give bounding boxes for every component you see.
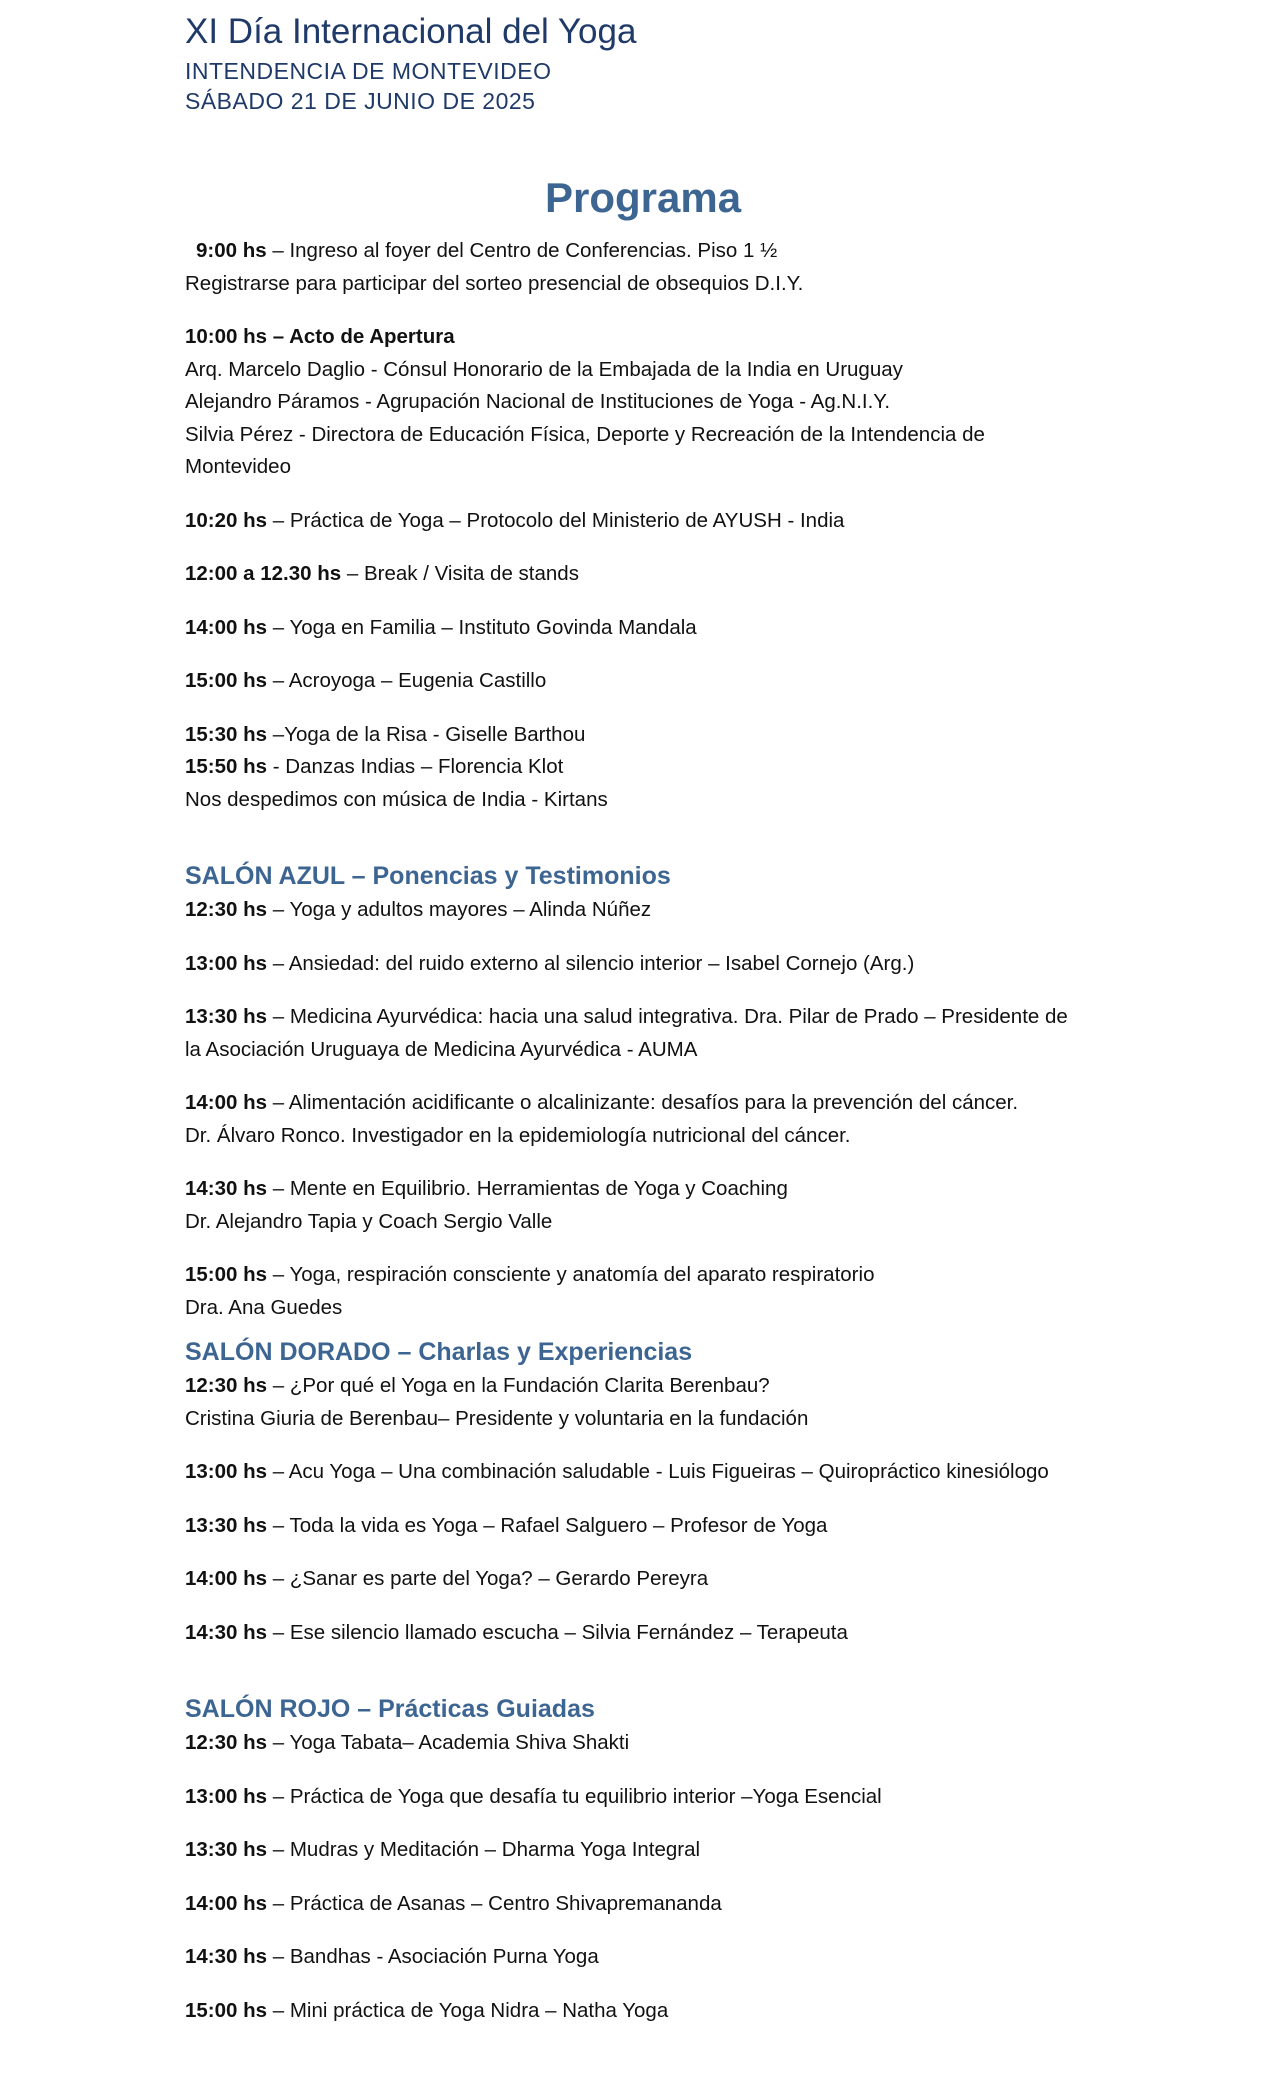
item-text: – ¿Sanar es parte del Yoga? – Gerardo Pereyra	[267, 1567, 709, 1590]
item-text: – Práctica de Yoga – Protocolo del Ministerio de AYUSH - India	[267, 508, 845, 532]
item-text: – Acto de Apertura	[267, 325, 455, 348]
item-text: – Acroyoga – Eugenia Castillo	[267, 669, 547, 692]
item-detail: Nos despedimos con música de India - Kirtans	[185, 787, 608, 811]
item-detail: Arq. Marcelo Daglio - Cónsul Honorario de la Embajada de la India en Uruguay	[185, 357, 903, 381]
item-time: 14:00 hs	[185, 1567, 268, 1590]
item-time: 13:00 hs	[185, 1460, 268, 1483]
item-detail: Cristina Giuria de Berenbau– Presidente y voluntaria en la fundación	[185, 1406, 809, 1430]
program-item	[185, 235, 1145, 300]
item-text: – Medicina Ayurvédica: hacia una salud integrativa. Dra. Pilar de Prado – Presidente de	[267, 1005, 1068, 1028]
item-text: –Yoga de la Risa - Giselle Barthou	[267, 722, 586, 746]
program-item	[185, 1834, 1145, 1867]
item-time: 12:00 a 12.30 hs	[185, 562, 342, 585]
item-text: – Toda la vida es Yoga – Rafael Salguero – Profesor de Yoga	[267, 1513, 828, 1537]
item-time: 13:30 hs	[185, 1838, 268, 1861]
event-date: SÁBADO 21 DE JUNIO DE 2025	[185, 88, 536, 114]
program-item	[185, 894, 1145, 927]
item-time: 13:30 hs	[185, 1005, 268, 1028]
item-detail: Silvia Pérez - Directora de Educación Física, Deporte y Recreación de la Intendencia de	[185, 422, 985, 446]
item-time: 12:30 hs	[185, 1731, 268, 1754]
program-item	[185, 612, 1145, 645]
program-item	[185, 1563, 1145, 1596]
item-time: 14:00 hs	[185, 1091, 268, 1114]
item-time: 14:30 hs	[185, 1177, 268, 1200]
item-text: – Yoga y adultos mayores – Alinda Núñez	[267, 898, 652, 921]
item-text: - Danzas Indias – Florencia Klot	[267, 755, 564, 778]
program-item	[185, 1727, 1145, 1760]
item-time: 13:00 hs	[185, 951, 268, 975]
item-time: 10:00 hs	[185, 325, 268, 348]
item-time: 15:50 hs	[185, 755, 268, 778]
program-item	[185, 1173, 1145, 1238]
program-item	[185, 1617, 1145, 1650]
program-item	[185, 751, 1145, 816]
program-item	[185, 321, 1145, 484]
item-time: 14:30 hs	[185, 1620, 268, 1644]
section-title-salon-azul: SALÓN AZUL – Ponencias y Testimonios	[185, 862, 671, 890]
item-detail: Dr. Álvaro Ronco. Investigador en la epidemiología nutricional del cáncer.	[185, 1123, 851, 1147]
item-text: – Yoga, respiración consciente y anatomía del aparato respiratorio	[267, 1263, 875, 1286]
event-organizer: INTENDENCIA DE MONTEVIDEO	[185, 58, 552, 84]
item-time: 15:00 hs	[185, 669, 268, 692]
item-text: – Bandhas - Asociación Purna Yoga	[267, 1945, 599, 1968]
item-time: 14:00 hs	[185, 1891, 268, 1915]
program-item	[185, 1087, 1145, 1152]
item-text: – Ese silencio llamado escucha – Silvia Fernández – Terapeuta	[267, 1620, 848, 1644]
item-text: – Ansiedad: del ruido externo al silencio interior – Isabel Cornejo (Arg.)	[267, 951, 915, 975]
item-text: – Práctica de Yoga que desafía tu equilibrio interior –Yoga Esencial	[267, 1784, 882, 1808]
event-title: XI Día Internacional del Yoga	[185, 12, 637, 51]
item-time: 10:20 hs	[185, 508, 268, 532]
item-time: 15:00 hs	[185, 1998, 268, 2022]
program-item	[185, 505, 1145, 538]
item-detail: Registrarse para participar del sorteo presencial de obsequios D.I.Y.	[185, 271, 804, 295]
item-text: – Acu Yoga – Una combinación saludable - Luis Figueiras – Quiropráctico kinesiólogo	[267, 1460, 1049, 1483]
item-detail: la Asociación Uruguaya de Medicina Ayurvédica - AUMA	[185, 1037, 698, 1061]
item-text: – Alimentación acidificante o alcalinizante: desafíos para la prevención del cáncer.	[267, 1091, 1019, 1114]
section-title-salon-dorado: SALÓN DORADO – Charlas y Experiencias	[185, 1338, 693, 1366]
item-time: 15:00 hs	[185, 1263, 268, 1286]
program-item	[185, 948, 1145, 981]
program-item	[185, 558, 1145, 591]
item-detail: Alejandro Páramos - Agrupación Nacional de Instituciones de Yoga - Ag.N.I.Y.	[185, 390, 891, 413]
item-time: 13:30 hs	[185, 1513, 268, 1537]
item-time: 14:00 hs	[185, 615, 268, 639]
item-detail: Dra. Ana Guedes	[185, 1295, 343, 1319]
program-item	[185, 719, 1145, 752]
program-item	[185, 1456, 1145, 1489]
item-time: 15:30 hs	[185, 722, 268, 746]
program-item	[185, 1001, 1145, 1066]
item-time: 9:00 hs	[196, 239, 267, 262]
program-title: Programa	[545, 174, 742, 221]
program-item	[185, 1888, 1145, 1921]
program-content	[185, 235, 1145, 2048]
item-text: – Yoga Tabata– Academia Shiva Shakti	[267, 1731, 630, 1754]
item-text: – Break / Visita de stands	[341, 562, 579, 585]
program-item	[185, 1510, 1145, 1543]
item-detail: Montevideo	[185, 455, 291, 478]
item-text: – Práctica de Asanas – Centro Shivapremananda	[267, 1891, 722, 1915]
item-time: 14:30 hs	[185, 1945, 268, 1968]
program-item	[185, 1995, 1145, 2028]
item-text: – Ingreso al foyer del Centro de Conferencias. Piso 1 ½	[266, 239, 778, 262]
item-time: 12:30 hs	[185, 1374, 268, 1397]
item-text: – Mudras y Meditación – Dharma Yoga Integral	[267, 1838, 701, 1861]
program-item	[185, 1370, 1145, 1435]
program-item	[185, 665, 1145, 698]
section-title-salon-rojo: SALÓN ROJO – Prácticas Guiadas	[185, 1695, 595, 1723]
program-item	[185, 1259, 1145, 1324]
program-item	[185, 1781, 1145, 1814]
item-detail: Dr. Alejandro Tapia y Coach Sergio Valle	[185, 1209, 553, 1233]
item-text: – ¿Por qué el Yoga en la Fundación Clarita Berenbau?	[267, 1374, 770, 1397]
item-text: – Yoga en Familia – Instituto Govinda Mandala	[267, 615, 697, 639]
item-text: – Mente en Equilibrio. Herramientas de Yoga y Coaching	[267, 1177, 788, 1200]
item-text: – Mini práctica de Yoga Nidra – Natha Yoga	[267, 1998, 669, 2022]
item-time: 13:00 hs	[185, 1784, 268, 1808]
item-time: 12:30 hs	[185, 898, 268, 921]
program-item	[185, 1941, 1145, 1974]
